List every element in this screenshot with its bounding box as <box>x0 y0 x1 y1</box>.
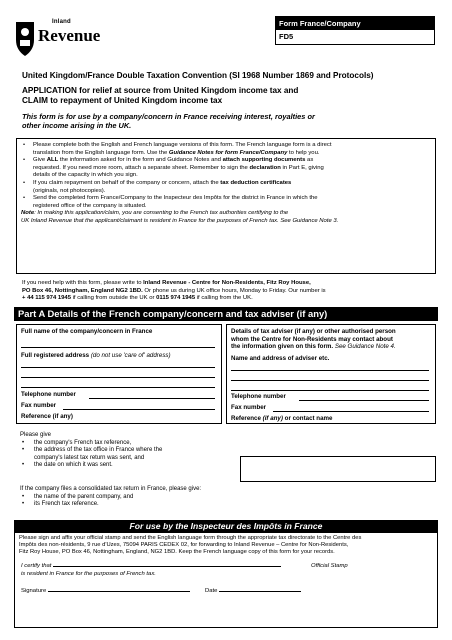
adviser-fax-field[interactable] <box>273 411 429 412</box>
instruction-item: • Send the completed form France/Company to the Inspecteur des Impôts for the district in France in which the registered office of the company is situated. <box>21 195 431 210</box>
signature-field[interactable] <box>48 591 190 592</box>
crest-icon <box>14 20 36 58</box>
fax-field[interactable] <box>63 409 215 410</box>
address-field[interactable] <box>21 367 215 368</box>
telephone-label: Telephone number <box>21 391 76 398</box>
part-a-heading: Part A Details of the French company/concern and tax adviser (if any) <box>14 307 438 321</box>
adviser-address-field[interactable] <box>231 390 429 391</box>
subtitle: This form is for use by a company/concern in France receiving interest, royalties or other income arising in the UK. <box>22 112 315 130</box>
telephone-field[interactable] <box>89 398 215 399</box>
inspecteur-heading: For use by the Inspecteur des Impôts in France <box>14 520 438 532</box>
form-id-box <box>275 16 435 45</box>
certify-field[interactable] <box>53 566 281 567</box>
tax-reference-box[interactable] <box>240 456 436 482</box>
list-item: • the address of the tax office in France where the company's latest tax return was sent, and <box>20 447 240 462</box>
inland-revenue-logo <box>14 18 106 60</box>
official-stamp-label: Official Stamp <box>311 563 348 569</box>
address-field[interactable] <box>21 387 215 388</box>
certification: I certify that is resident in France for the purposes of French tax. <box>21 563 281 578</box>
company-details-panel <box>16 324 222 424</box>
full-name-label: Full name of the company/concern in France <box>21 328 153 335</box>
list-item: • the date on which it was sent. <box>20 462 240 470</box>
adviser-reference-label: Reference (if any) or contact name <box>231 415 333 422</box>
tax-reference-instructions: Please give • the company's French tax reference, • the address of the tax office in France where the company's latest tax return was sent, and • the date on which it was sent. <box>20 432 240 470</box>
logo-inland-text: Inland <box>52 19 71 25</box>
consolidated-return-instructions: If the company files a consolidated tax return in France, please give: • the name of the parent company, and • its French tax reference. <box>20 486 430 509</box>
instruction-item: • Please complete both the English and French language versions of this form. The French language form is a direct translation from the English language form. Use the Guidance Notes for form France/Company to help you. <box>21 142 431 157</box>
registered-address-label: Full registered address (do not use 'care of' address) <box>21 352 171 359</box>
address-field[interactable] <box>21 377 215 378</box>
adviser-address-field[interactable] <box>231 370 429 371</box>
fax-label: Fax number <box>21 402 57 409</box>
instruction-item: • Give ALL the information asked for in the form and Guidance Notes and attach supporting documents as requested. If you need more room, attach a separate sheet. Remember to sign the declaration in Part E, giving details of the capacity in which you sign. <box>21 157 431 180</box>
form-title: Form France/Company <box>276 17 434 30</box>
adviser-telephone-label: Telephone number <box>231 393 286 400</box>
adviser-telephone-field[interactable] <box>299 400 429 401</box>
date-field[interactable] <box>219 591 301 592</box>
list-item: • its French tax reference. <box>20 501 430 509</box>
help-text: If you need help with this form, please write to Inland Revenue - Centre for Non-Residents, Fitz Roy House, PO Box 46, Nottingham, England NG2 1BD. Or phone us during UK office hours, Monday to Friday. Our number is + 44 115 974 1945 if calling from outside the UK or 0115 974 1945 if calling from the UK. <box>22 280 326 302</box>
reference-label: Reference (if any) <box>21 413 73 420</box>
application-title: APPLICATION for relief at source from United Kingdom income tax and CLAIM to repayment of United Kingdom income tax <box>22 86 299 105</box>
logo-revenue-text: Revenue <box>38 26 101 45</box>
main-title: United Kingdom/France Double Taxation Convention (SI 1968 Number 1869 and Protocols) <box>22 71 374 80</box>
date-row: Date <box>205 588 301 595</box>
adviser-address-field[interactable] <box>231 380 429 381</box>
instruction-item: • If you claim repayment on behalf of the company or concern, attach the tax deduction certificates (originals, not photocopies). <box>21 180 431 195</box>
list-item: • the name of the parent company, and <box>20 494 430 502</box>
form-code: FD5 <box>279 32 294 41</box>
instructions-box <box>16 138 436 274</box>
tax-adviser-panel <box>226 324 436 424</box>
signature-row: Signature <box>21 588 190 595</box>
adviser-fax-label: Fax number <box>231 404 267 411</box>
list-item: • the company's French tax reference, <box>20 440 240 448</box>
full-name-field[interactable] <box>21 347 215 348</box>
inspecteur-box: Please sign and affix your official stamp and send the English language form through the appropriate tax directorate to the Centre des Impôts des non-résidents, 9 rue d'Uzes, 75094 PARIS CEDEX 02, for forwarding to Inland Revenue – Centre for Non-Residents, Fitz Roy House, PO Box 46, Nottingham, England, NG2 1BD. Keep the French language copy of this form for your records. I certify that is resident in France for the purposes of French tax. Official Stamp Signature Date <box>14 532 438 628</box>
adviser-name-address-label: Name and address of adviser etc. <box>231 355 330 362</box>
adviser-heading: Details of tax adviser (if any) or other authorised person whom the Centre for Non-Residents may contact about the information given on this form. See Guidance Note 4. <box>231 328 396 350</box>
consent-note: Note: In making this application/claim, you are consenting to the French tax authorities certifying to the UK Inland Revenue that the applicant/claimant is resident in France for the purposes of French tax. See Guidance Note 3. <box>21 210 339 224</box>
